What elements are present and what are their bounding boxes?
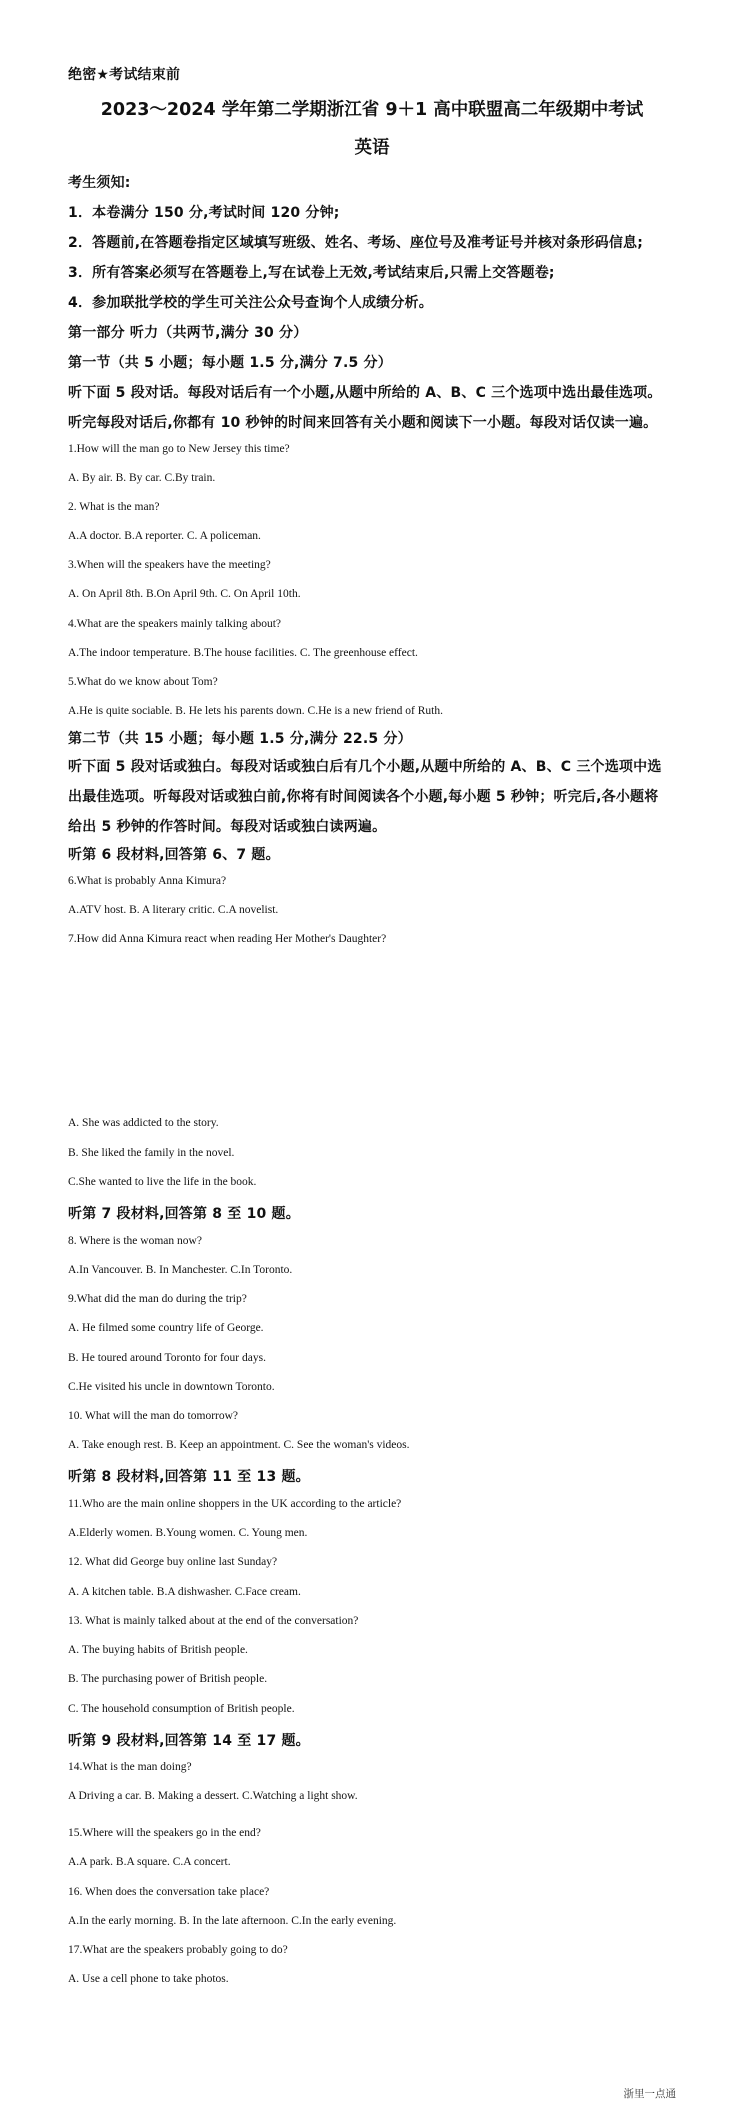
confidential-label: 绝密★考试结束前 xyxy=(68,67,181,83)
question-line: 2. What is the man? xyxy=(68,501,160,513)
question-line: 8. Where is the woman now? xyxy=(68,1235,202,1247)
question-line: C.She wanted to live the life in the book. xyxy=(68,1176,257,1188)
section2-instruction: 出最佳选项。听每段对话或独白前,你将有时间阅读各个小题,每小题 5 秒钟；听完后,各小题将 xyxy=(68,789,659,805)
question-line: 3.When will the speakers have the meeting? xyxy=(68,559,271,571)
question-line: 16. When does the conversation take place? xyxy=(68,1886,270,1898)
question-line: 9.What did the man do during the trip? xyxy=(68,1293,247,1305)
section1-instruction: 听完每段对话后,你都有 10 秒钟的时间来回答有关小题和阅读下一小题。每段对话仅读一遍。 xyxy=(68,415,658,431)
question-line: 7.How did Anna Kimura react when reading Her Mother's Daughter? xyxy=(68,933,387,945)
question-line: 10. What will the man do tomorrow? xyxy=(68,1410,239,1422)
footer-brand: 浙里一点通 xyxy=(623,2088,676,2100)
question-line: 4.What are the speakers mainly talking about? xyxy=(68,618,281,630)
exam-title: 2023～2024 学年第二学期浙江省 9＋1 高中联盟高二年级期中考试 xyxy=(100,100,644,120)
question-line: 14.What is the man doing? xyxy=(68,1761,192,1773)
subject-title: 英语 xyxy=(354,138,390,158)
question-line: A.A park. B.A square. C.A concert. xyxy=(68,1856,231,1868)
question-line: A. He filmed some country life of George. xyxy=(68,1322,264,1334)
question-line: A. By air. B. By car. C.By train. xyxy=(68,472,216,484)
question-line: 15.Where will the speakers go in the end? xyxy=(68,1827,261,1839)
question-line: B. She liked the family in the novel. xyxy=(68,1147,235,1159)
question-line: A.In the early morning. B. In the late afternoon. C.In the early evening. xyxy=(68,1915,397,1927)
question-line: 1.How will the man go to New Jersey this time? xyxy=(68,443,290,455)
question-line: A.The indoor temperature. B.The house facilities. C. The greenhouse effect. xyxy=(68,647,418,659)
notice-item: 2．答题前,在答题卷指定区域填写班级、姓名、考场、座位号及准考证号并核对条形码信息; xyxy=(68,235,644,251)
question-line: A.A doctor. B.A reporter. C. A policeman. xyxy=(68,530,261,542)
question-line: 5.What do we know about Tom? xyxy=(68,676,218,688)
question-line: 13. What is mainly talked about at the end of the conversation? xyxy=(68,1615,359,1627)
question-line: A.In Vancouver. B. In Manchester. C.In Toronto. xyxy=(68,1264,293,1276)
question-line: C.He visited his uncle in downtown Toronto. xyxy=(68,1381,275,1393)
section2-instruction: 听下面 5 段对话或独白。每段对话或独白后有几个小题,从题中所给的 A、B、C 三个选项中选 xyxy=(68,759,662,775)
question-line: A. Use a cell phone to take photos. xyxy=(68,1973,229,1985)
question-line: 17.What are the speakers probably going to do? xyxy=(68,1944,288,1956)
notice-item: 4．参加联批学校的学生可关注公众号查询个人成绩分析。 xyxy=(68,295,433,311)
group7-heading: 听第 7 段材料,回答第 8 至 10 题。 xyxy=(68,1206,300,1222)
question-line: A Driving a car. B. Making a dessert. C.Watching a light show. xyxy=(68,1790,358,1802)
question-line: A. A kitchen table. B.A dishwasher. C.Face cream. xyxy=(68,1586,301,1598)
question-line: A. On April 8th. B.On April 9th. C. On April 10th. xyxy=(68,588,301,600)
notice-item: 1．本卷满分 150 分,考试时间 120 分钟; xyxy=(68,205,340,221)
section1-heading: 第一节（共 5 小题；每小题 1.5 分,满分 7.5 分） xyxy=(68,355,392,371)
group6-heading: 听第 6 段材料,回答第 6、7 题。 xyxy=(68,847,280,863)
question-line: 11.Who are the main online shoppers in the UK according to the article? xyxy=(68,1498,402,1510)
question-line: A. The buying habits of British people. xyxy=(68,1644,248,1656)
question-line: A. Take enough rest. B. Keep an appointment. C. See the woman's videos. xyxy=(68,1439,410,1451)
question-line: 6.What is probably Anna Kimura? xyxy=(68,875,227,887)
notice-item: 3．所有答案必须写在答题卷上,写在试卷上无效,考试结束后,只需上交答题卷; xyxy=(68,265,555,281)
group8-heading: 听第 8 段材料,回答第 11 至 13 题。 xyxy=(68,1469,310,1485)
question-line: C. The household consumption of British people. xyxy=(68,1703,295,1715)
question-line: 12. What did George buy online last Sunday? xyxy=(68,1556,278,1568)
question-line: A.He is quite sociable. B. He lets his parents down. C.He is a new friend of Ruth. xyxy=(68,705,443,717)
question-line: B. The purchasing power of British people. xyxy=(68,1673,268,1685)
notice-heading: 考生须知: xyxy=(68,175,131,191)
part1-heading: 第一部分 听力（共两节,满分 30 分） xyxy=(68,325,308,341)
group9-heading: 听第 9 段材料,回答第 14 至 17 题。 xyxy=(68,1733,310,1749)
section1-instruction: 听下面 5 段对话。每段对话后有一个小题,从题中所给的 A、B、C 三个选项中选出最佳选项。 xyxy=(68,385,662,401)
question-line: A. She was addicted to the story. xyxy=(68,1117,219,1129)
question-line: A.ATV host. B. A literary critic. C.A novelist. xyxy=(68,904,279,916)
question-line: B. He toured around Toronto for four days. xyxy=(68,1352,266,1364)
question-line: A.Elderly women. B.Young women. C. Young men. xyxy=(68,1527,308,1539)
section2-instruction: 给出 5 秒钟的作答时间。每段对话或独白读两遍。 xyxy=(68,819,387,835)
section2-heading: 第二节（共 15 小题；每小题 1.5 分,满分 22.5 分） xyxy=(68,731,412,747)
